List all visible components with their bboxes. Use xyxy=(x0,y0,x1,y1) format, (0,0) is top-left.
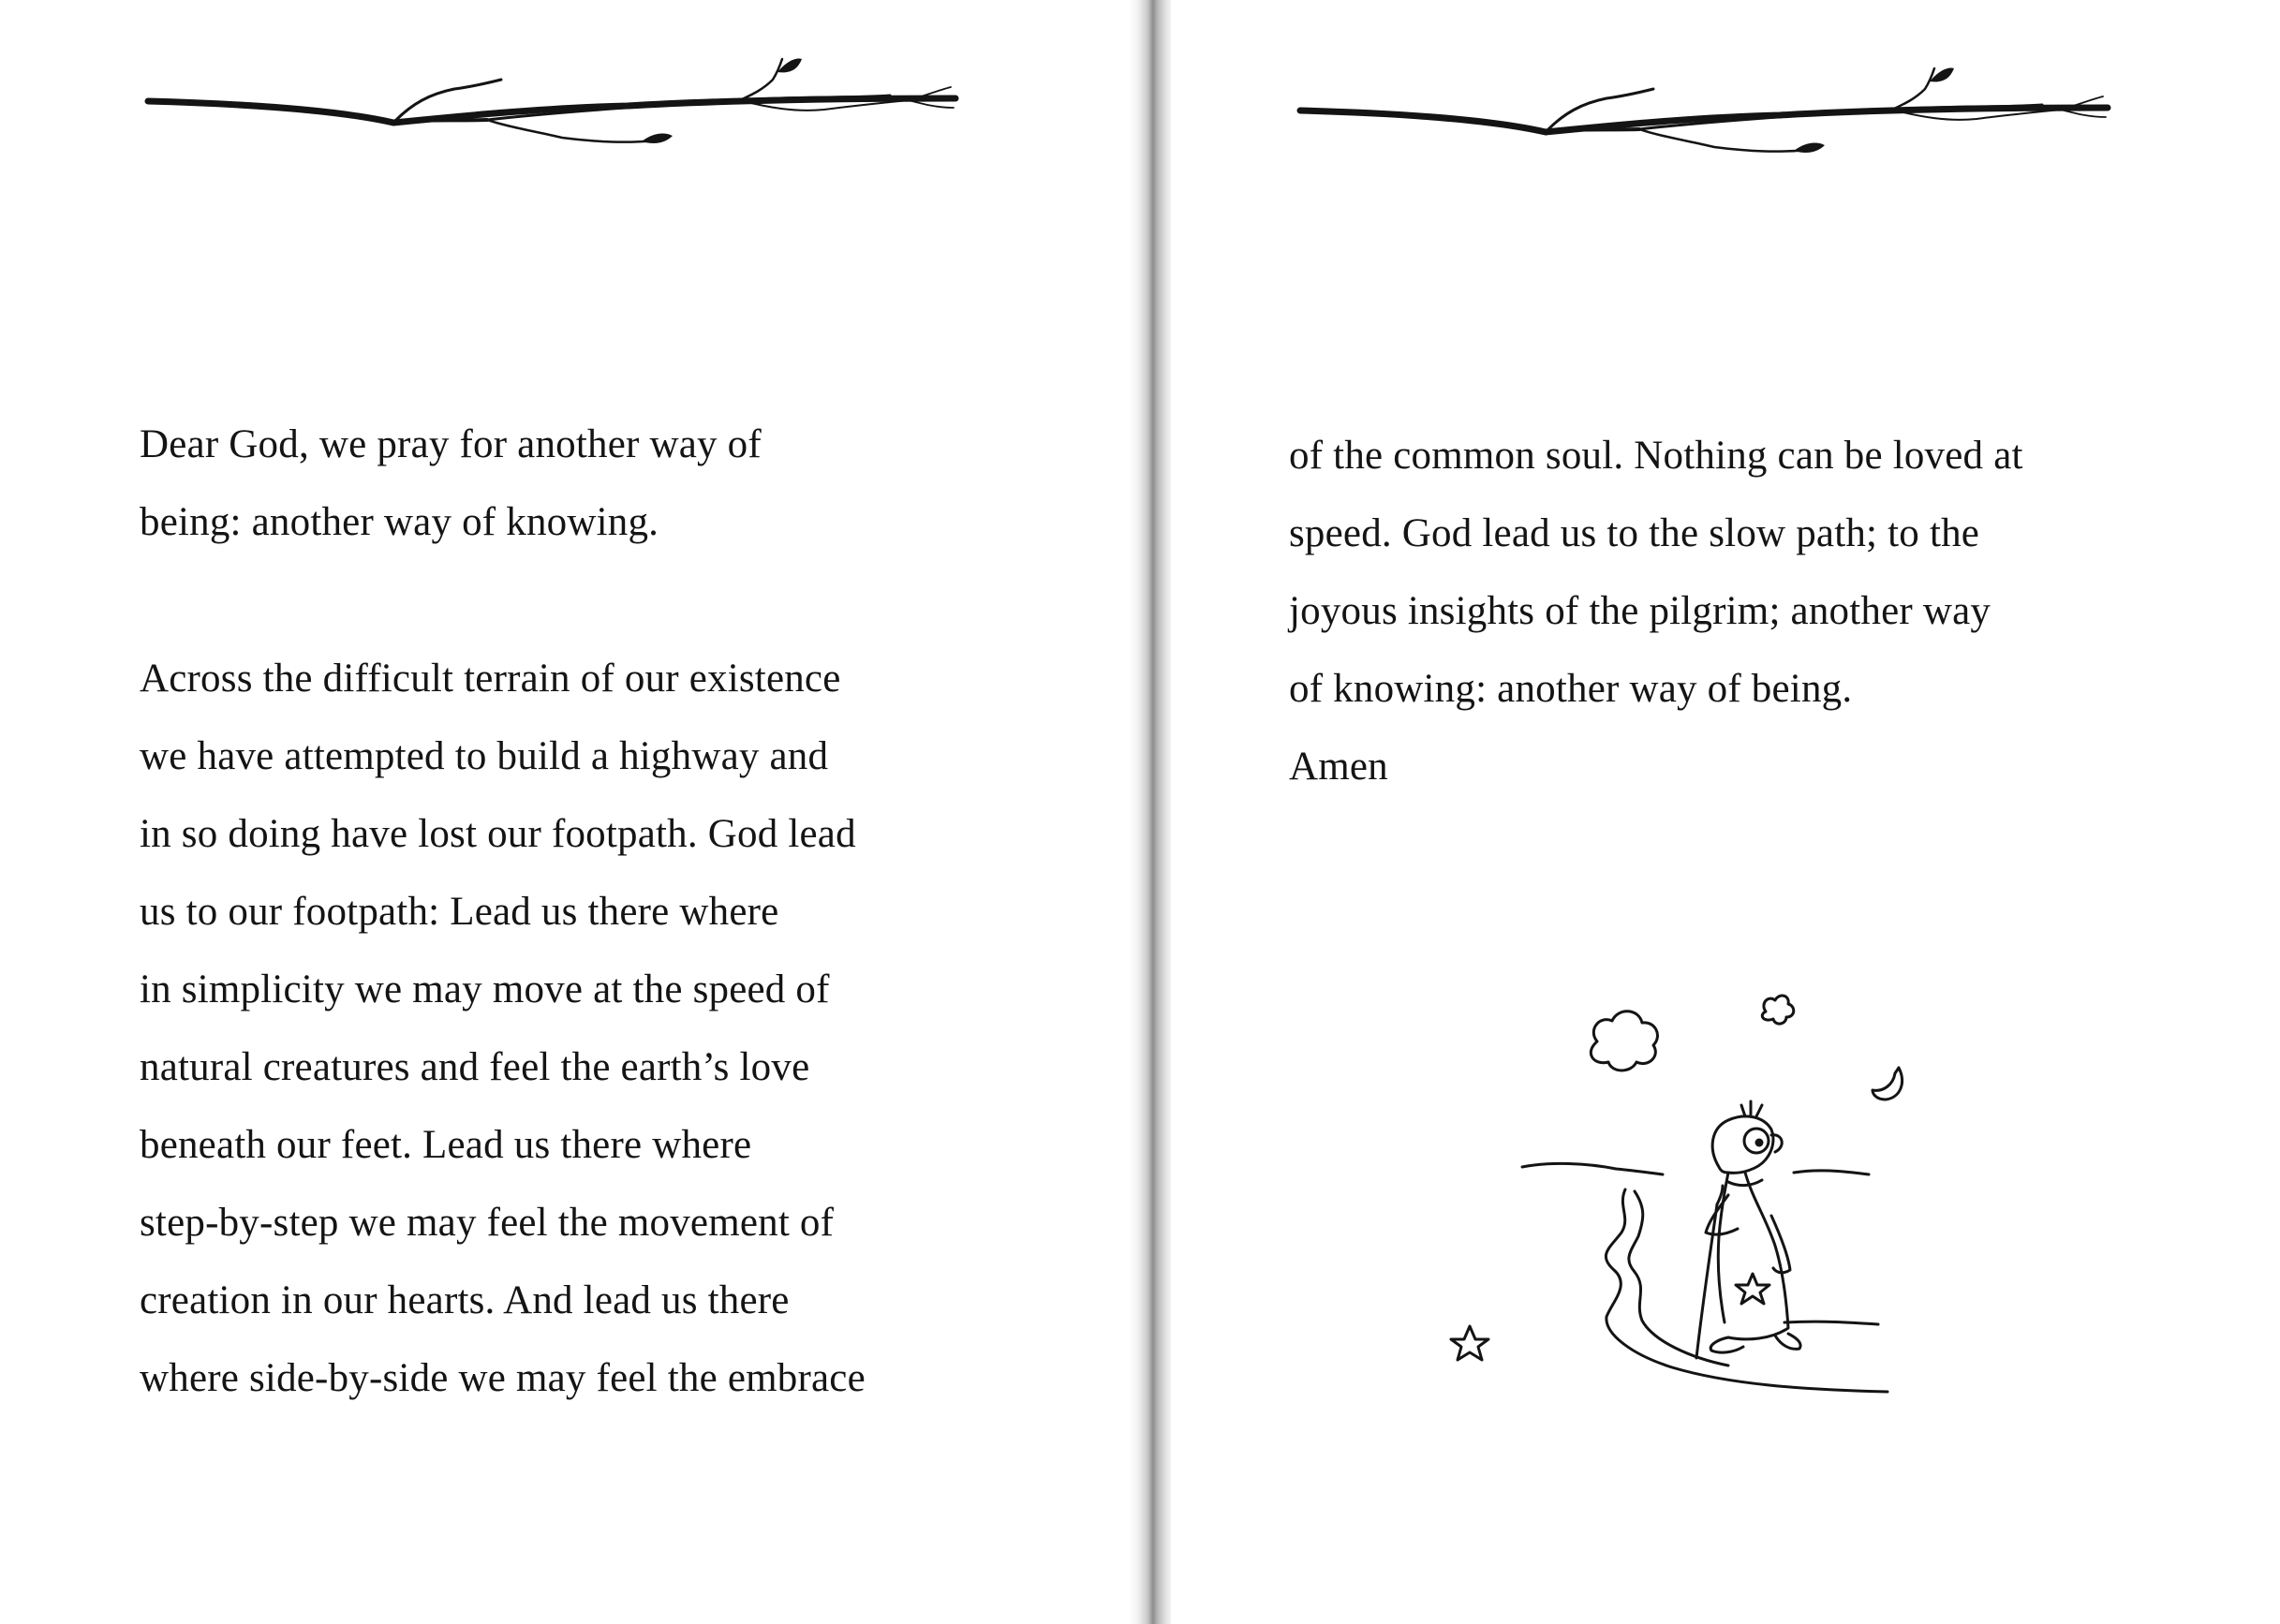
branch-ornament-icon xyxy=(1293,61,2117,164)
amen-line: Amen xyxy=(1289,745,1388,789)
text-line: of the common soul. Nothing can be loved at xyxy=(1289,434,2023,478)
text-line: we have attempted to build a highway and xyxy=(140,734,829,778)
text-line: Across the difficult terrain of our existence xyxy=(140,657,841,701)
prayer-paragraph-1 xyxy=(140,406,762,561)
branch-ornament-icon xyxy=(141,52,965,155)
text-line: Dear God, we pray for another way of xyxy=(140,422,762,466)
text-line: joyous insights of the pilgrim; another way xyxy=(1289,589,1991,633)
text-line: in so doing have lost our footpath. God lead xyxy=(140,812,856,856)
left-page xyxy=(0,0,1133,1624)
text-line: us to our footpath: Lead us there where xyxy=(140,890,779,934)
text-line: in simplicity we may move at the speed of xyxy=(140,967,830,1011)
text-line: where side-by-side we may feel the embrace xyxy=(140,1356,866,1400)
text-line: beneath our feet. Lead us there where xyxy=(140,1123,752,1167)
prayer-paragraph-3 xyxy=(1289,417,2023,805)
text-line: step-by-step we may feel the movement of xyxy=(140,1201,835,1245)
pilgrim-with-staff-icon xyxy=(1447,974,1991,1414)
text-line: natural creatures and feel the earth’s love xyxy=(140,1045,810,1089)
text-line: speed. God lead us to the slow path; to the xyxy=(1289,511,1980,555)
text-line: creation in our hearts. And lead us there xyxy=(140,1278,790,1322)
book-gutter xyxy=(1129,0,1176,1624)
text-line: of knowing: another way of being. xyxy=(1289,667,1853,711)
text-line: being: another way of knowing. xyxy=(140,500,659,544)
prayer-paragraph-2 xyxy=(140,640,866,1417)
